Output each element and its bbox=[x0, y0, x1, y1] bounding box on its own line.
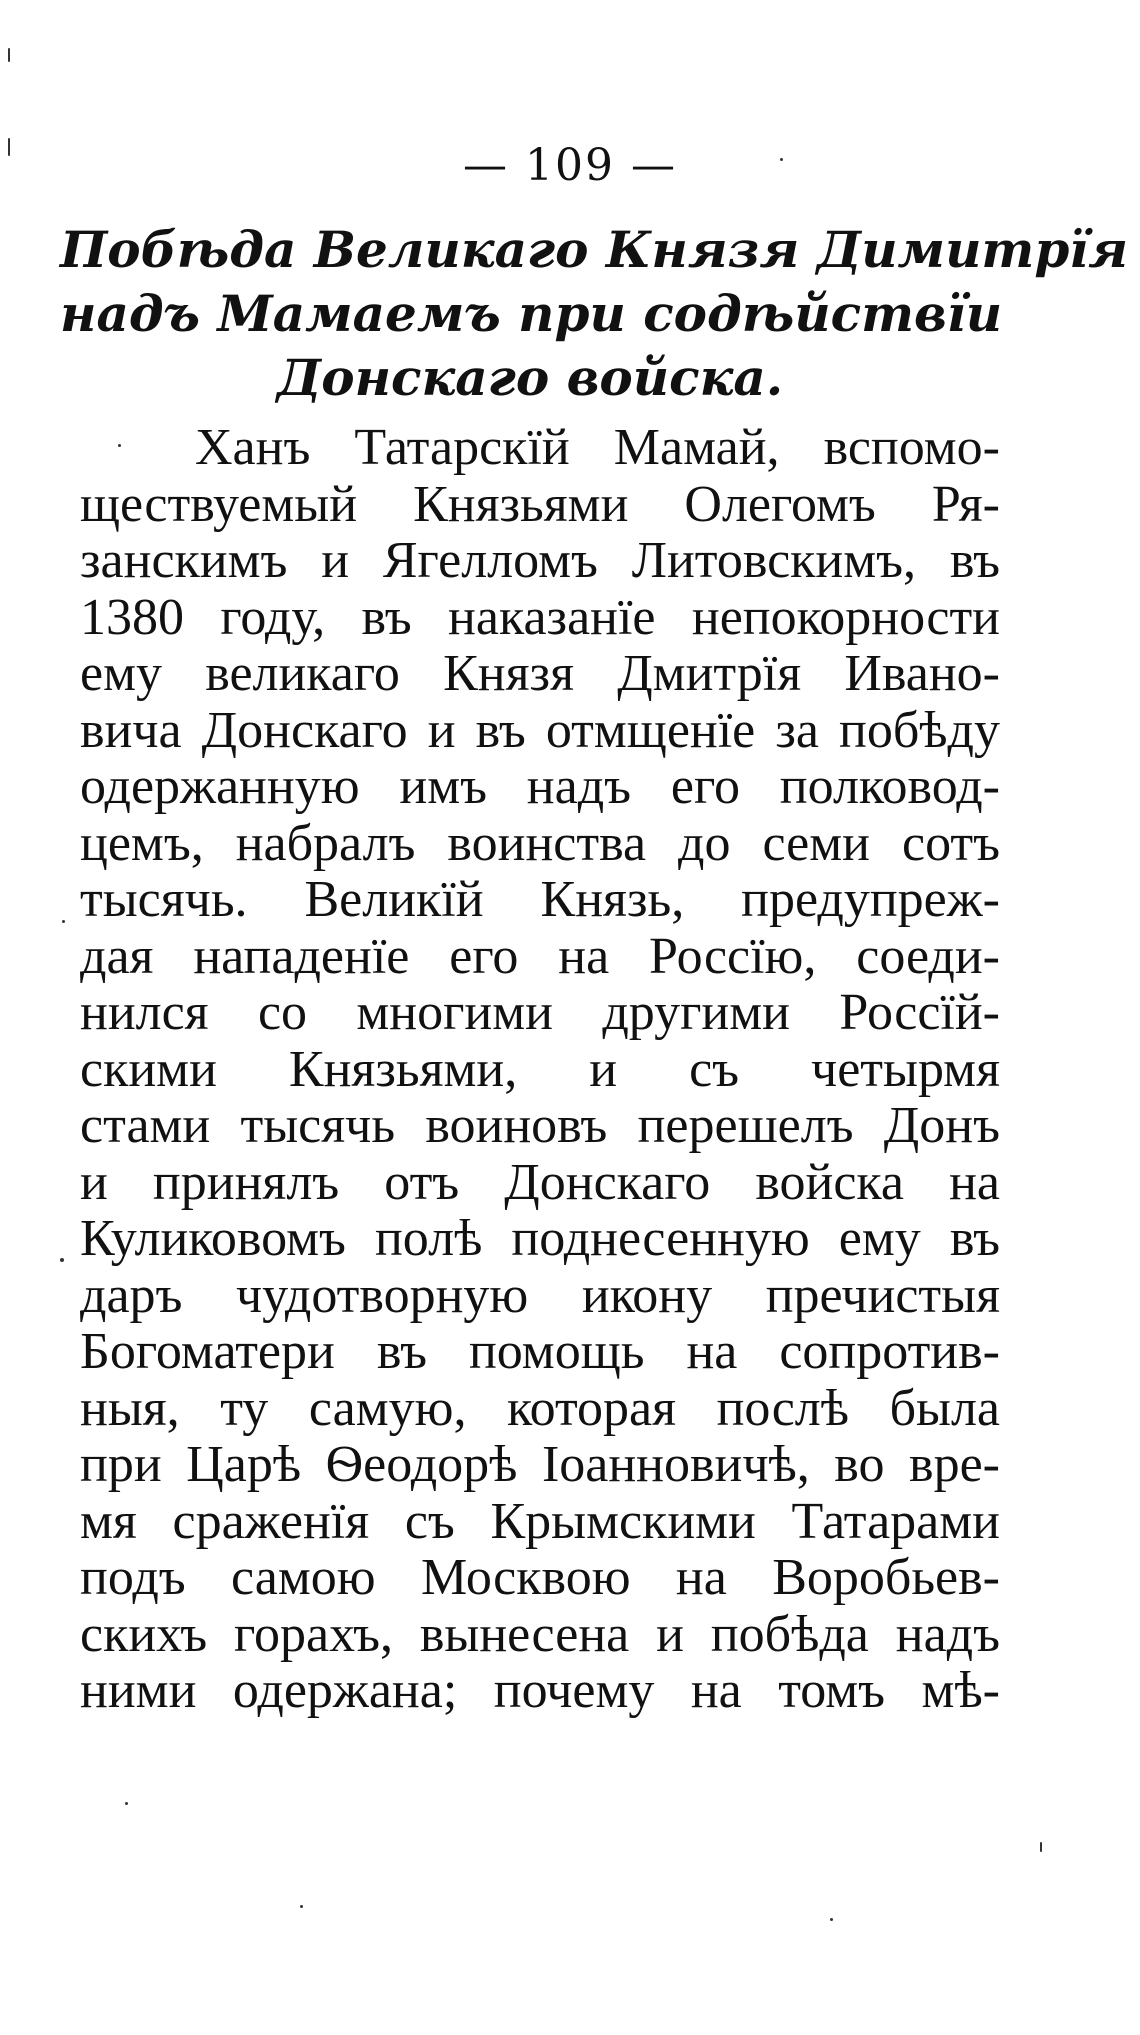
body-line: ними одержана; почему на томъ мѣ- bbox=[80, 1662, 1000, 1719]
body-line: Богоматери въ помощь на сопротив- bbox=[80, 1323, 1000, 1380]
scan-speck bbox=[62, 920, 65, 923]
chapter-title bbox=[60, 218, 1129, 410]
title-line: Побѣда Великаго Князя Димитрїя bbox=[60, 220, 1129, 279]
body-line: тысячь. Великїй Князь, предупреж- bbox=[80, 871, 1000, 928]
body-line: 1380 году, въ наказанїе непокорности bbox=[80, 588, 1000, 646]
body-line: при Царѣ Ѳеодорѣ Іоанновичѣ, во вре- bbox=[80, 1436, 1000, 1493]
scan-speck bbox=[300, 1905, 303, 1908]
body-line: скими Князьями, и съ четырмя bbox=[80, 1040, 1000, 1098]
body-line: ществуемый Князьями Олегомъ Ря- bbox=[80, 475, 1000, 533]
scan-speck bbox=[8, 48, 10, 62]
body-text bbox=[80, 420, 1000, 1720]
scan-speck bbox=[830, 1918, 833, 1921]
scan-speck bbox=[125, 1802, 128, 1805]
body-line: вича Донскаго и въ отмщенїе за побѣду bbox=[80, 701, 1000, 759]
scan-speck bbox=[8, 138, 10, 156]
body-line: одержанную имъ надъ его полковод- bbox=[80, 758, 1000, 815]
body-line: Ханъ Татарскїй Мамай, вспомо- bbox=[195, 419, 1000, 476]
scan-speck bbox=[780, 158, 783, 161]
scan-speck bbox=[1040, 1842, 1042, 1852]
page-number: — 109 — bbox=[463, 140, 677, 191]
scan-speck bbox=[60, 1258, 64, 1262]
body-line: Куликовомъ полѣ поднесенную ему въ bbox=[80, 1210, 1000, 1267]
body-line: цемъ, набралъ воинства до семи сотъ bbox=[80, 814, 1000, 872]
body-line: подъ самою Москвою на Воробьев- bbox=[80, 1549, 1000, 1606]
body-line: ныя, ту самую, которая послѣ была bbox=[80, 1379, 1000, 1437]
body-line: и принялъ отъ Донскаго войска на bbox=[80, 1153, 1000, 1211]
body-line: скихъ горахъ, вынесена и побѣда надъ bbox=[80, 1605, 1000, 1663]
body-line: нился со многими другими Россїй- bbox=[80, 984, 1000, 1041]
scan-speck bbox=[118, 444, 121, 447]
body-line: занскимъ и Ягелломъ Литовскимъ, въ bbox=[80, 532, 1000, 589]
title-line: надъ Мамаемъ при содѣйствїи bbox=[60, 284, 1003, 343]
body-line: стами тысячь воиновъ перешелъ Донъ bbox=[80, 1097, 1000, 1154]
body-line: мя сраженїя съ Крымскими Татарами bbox=[80, 1492, 1000, 1550]
body-line: дая нападенїе его на Россїю, соеди- bbox=[80, 927, 1000, 985]
body-line: даръ чудотворную икону пречистыя bbox=[80, 1266, 1000, 1324]
title-line: Донскаго войска. bbox=[276, 348, 784, 407]
body-line: ему великаго Князя Дмитрїя Ивано- bbox=[80, 645, 1000, 702]
